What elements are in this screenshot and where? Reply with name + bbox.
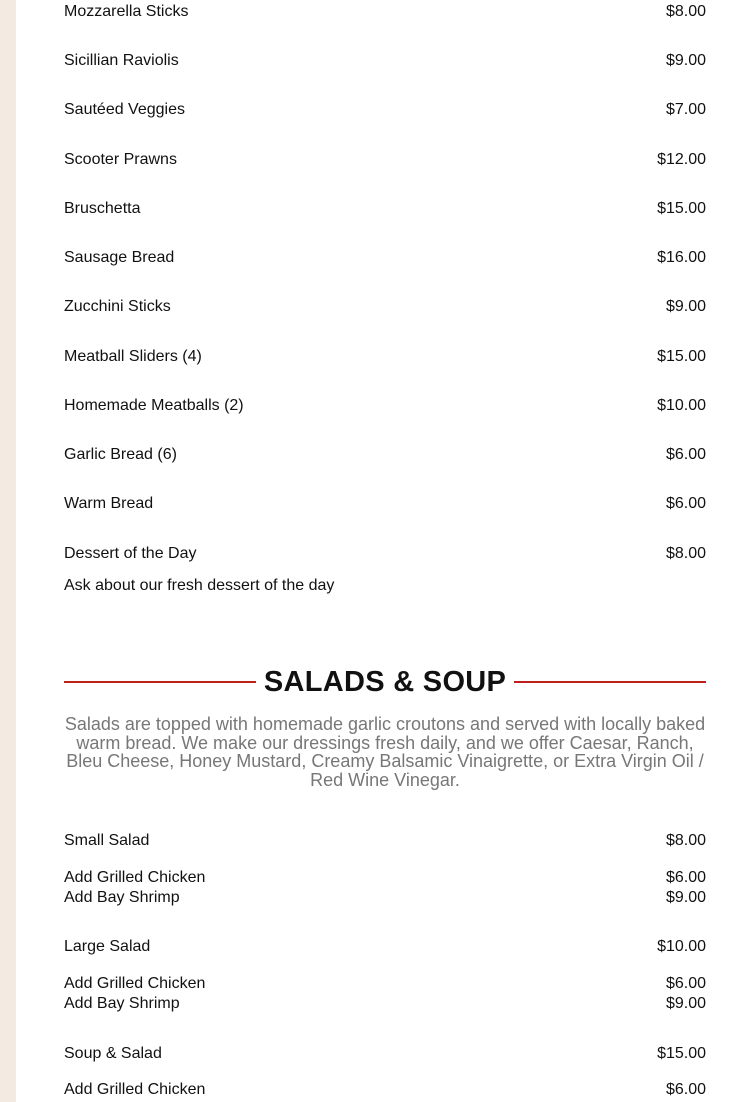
item-name: Dessert of the Day [64,545,197,562]
section-header-salads [64,664,706,700]
header-rule-left [64,681,256,683]
item-price: $6.00 [665,495,706,512]
menu-item [64,297,706,317]
addon-item [64,868,706,888]
addon-name: Add Bay Shrimp [64,889,180,906]
item-price: $9.00 [665,52,706,69]
item-name: Sicillian Raviolis [64,52,179,69]
item-name: Mozzarella Sticks [64,3,189,20]
item-price: $10.00 [657,397,706,414]
menu-item [64,2,706,22]
item-name: Warm Bread [64,495,154,512]
dessert-note: Ask about our fresh dessert of the day [64,577,335,594]
menu-item [64,831,706,851]
menu-item [64,396,706,416]
menu-item [64,494,706,514]
item-name: Garlic Bread (6) [64,446,177,463]
addon-price: $9.00 [665,995,706,1012]
header-rule-right [514,681,706,683]
addon-price: $9.00 [665,889,706,906]
item-name: Zucchini Sticks [64,298,171,315]
addon-name: Add Grilled Chicken [64,975,206,992]
menu-item [64,445,706,465]
item-price: $16.00 [657,249,706,266]
item-name: Soup & Salad [64,1045,162,1062]
item-price: $8.00 [665,832,706,849]
menu-page [16,0,750,1102]
item-price: $10.00 [657,938,706,955]
item-price: $15.00 [657,348,706,365]
menu-item [64,150,706,170]
addon-item [64,1080,706,1100]
addon-price: $6.00 [665,1081,706,1098]
menu-item [64,1044,706,1064]
addon-item [64,994,706,1014]
item-name: Homemade Meatballs (2) [64,397,244,414]
menu-item [64,248,706,268]
section-description: Salads are topped with homemade garlic croutons and served with locally baked warm bread. We make our dressings fresh daily, and we offer Caesar, Ranch, Bleu Cheese, Honey Mustard, Creamy Balsamic Vinaigrette, or Extra Virgin Oil / Red Wine Vinegar. [64,714,706,790]
item-name: Sautéed Veggies [64,101,185,118]
item-name: Sausage Bread [64,249,175,266]
menu-item [64,51,706,71]
item-price: $6.00 [665,446,706,463]
item-price: $9.00 [665,298,706,315]
item-price: $8.00 [665,545,706,562]
menu-item [64,544,706,564]
menu-item [64,347,706,367]
addon-price: $6.00 [665,975,706,992]
menu-item [64,199,706,219]
item-name: Meatball Sliders (4) [64,348,202,365]
addon-name: Add Grilled Chicken [64,1081,206,1098]
item-name: Large Salad [64,938,151,955]
item-price: $15.00 [657,200,706,217]
item-price: $7.00 [665,101,706,118]
item-name: Bruschetta [64,200,141,217]
item-name: Scooter Prawns [64,151,177,168]
addon-name: Add Grilled Chicken [64,869,206,886]
item-name: Small Salad [64,832,150,849]
item-price: $12.00 [657,151,706,168]
addon-price: $6.00 [665,869,706,886]
addon-item [64,974,706,994]
item-price: $8.00 [665,3,706,20]
menu-item [64,100,706,120]
item-price: $15.00 [657,1045,706,1062]
addon-item [64,888,706,908]
menu-item [64,937,706,957]
addon-name: Add Bay Shrimp [64,995,180,1012]
section-title: SALADS & SOUP [263,665,507,698]
